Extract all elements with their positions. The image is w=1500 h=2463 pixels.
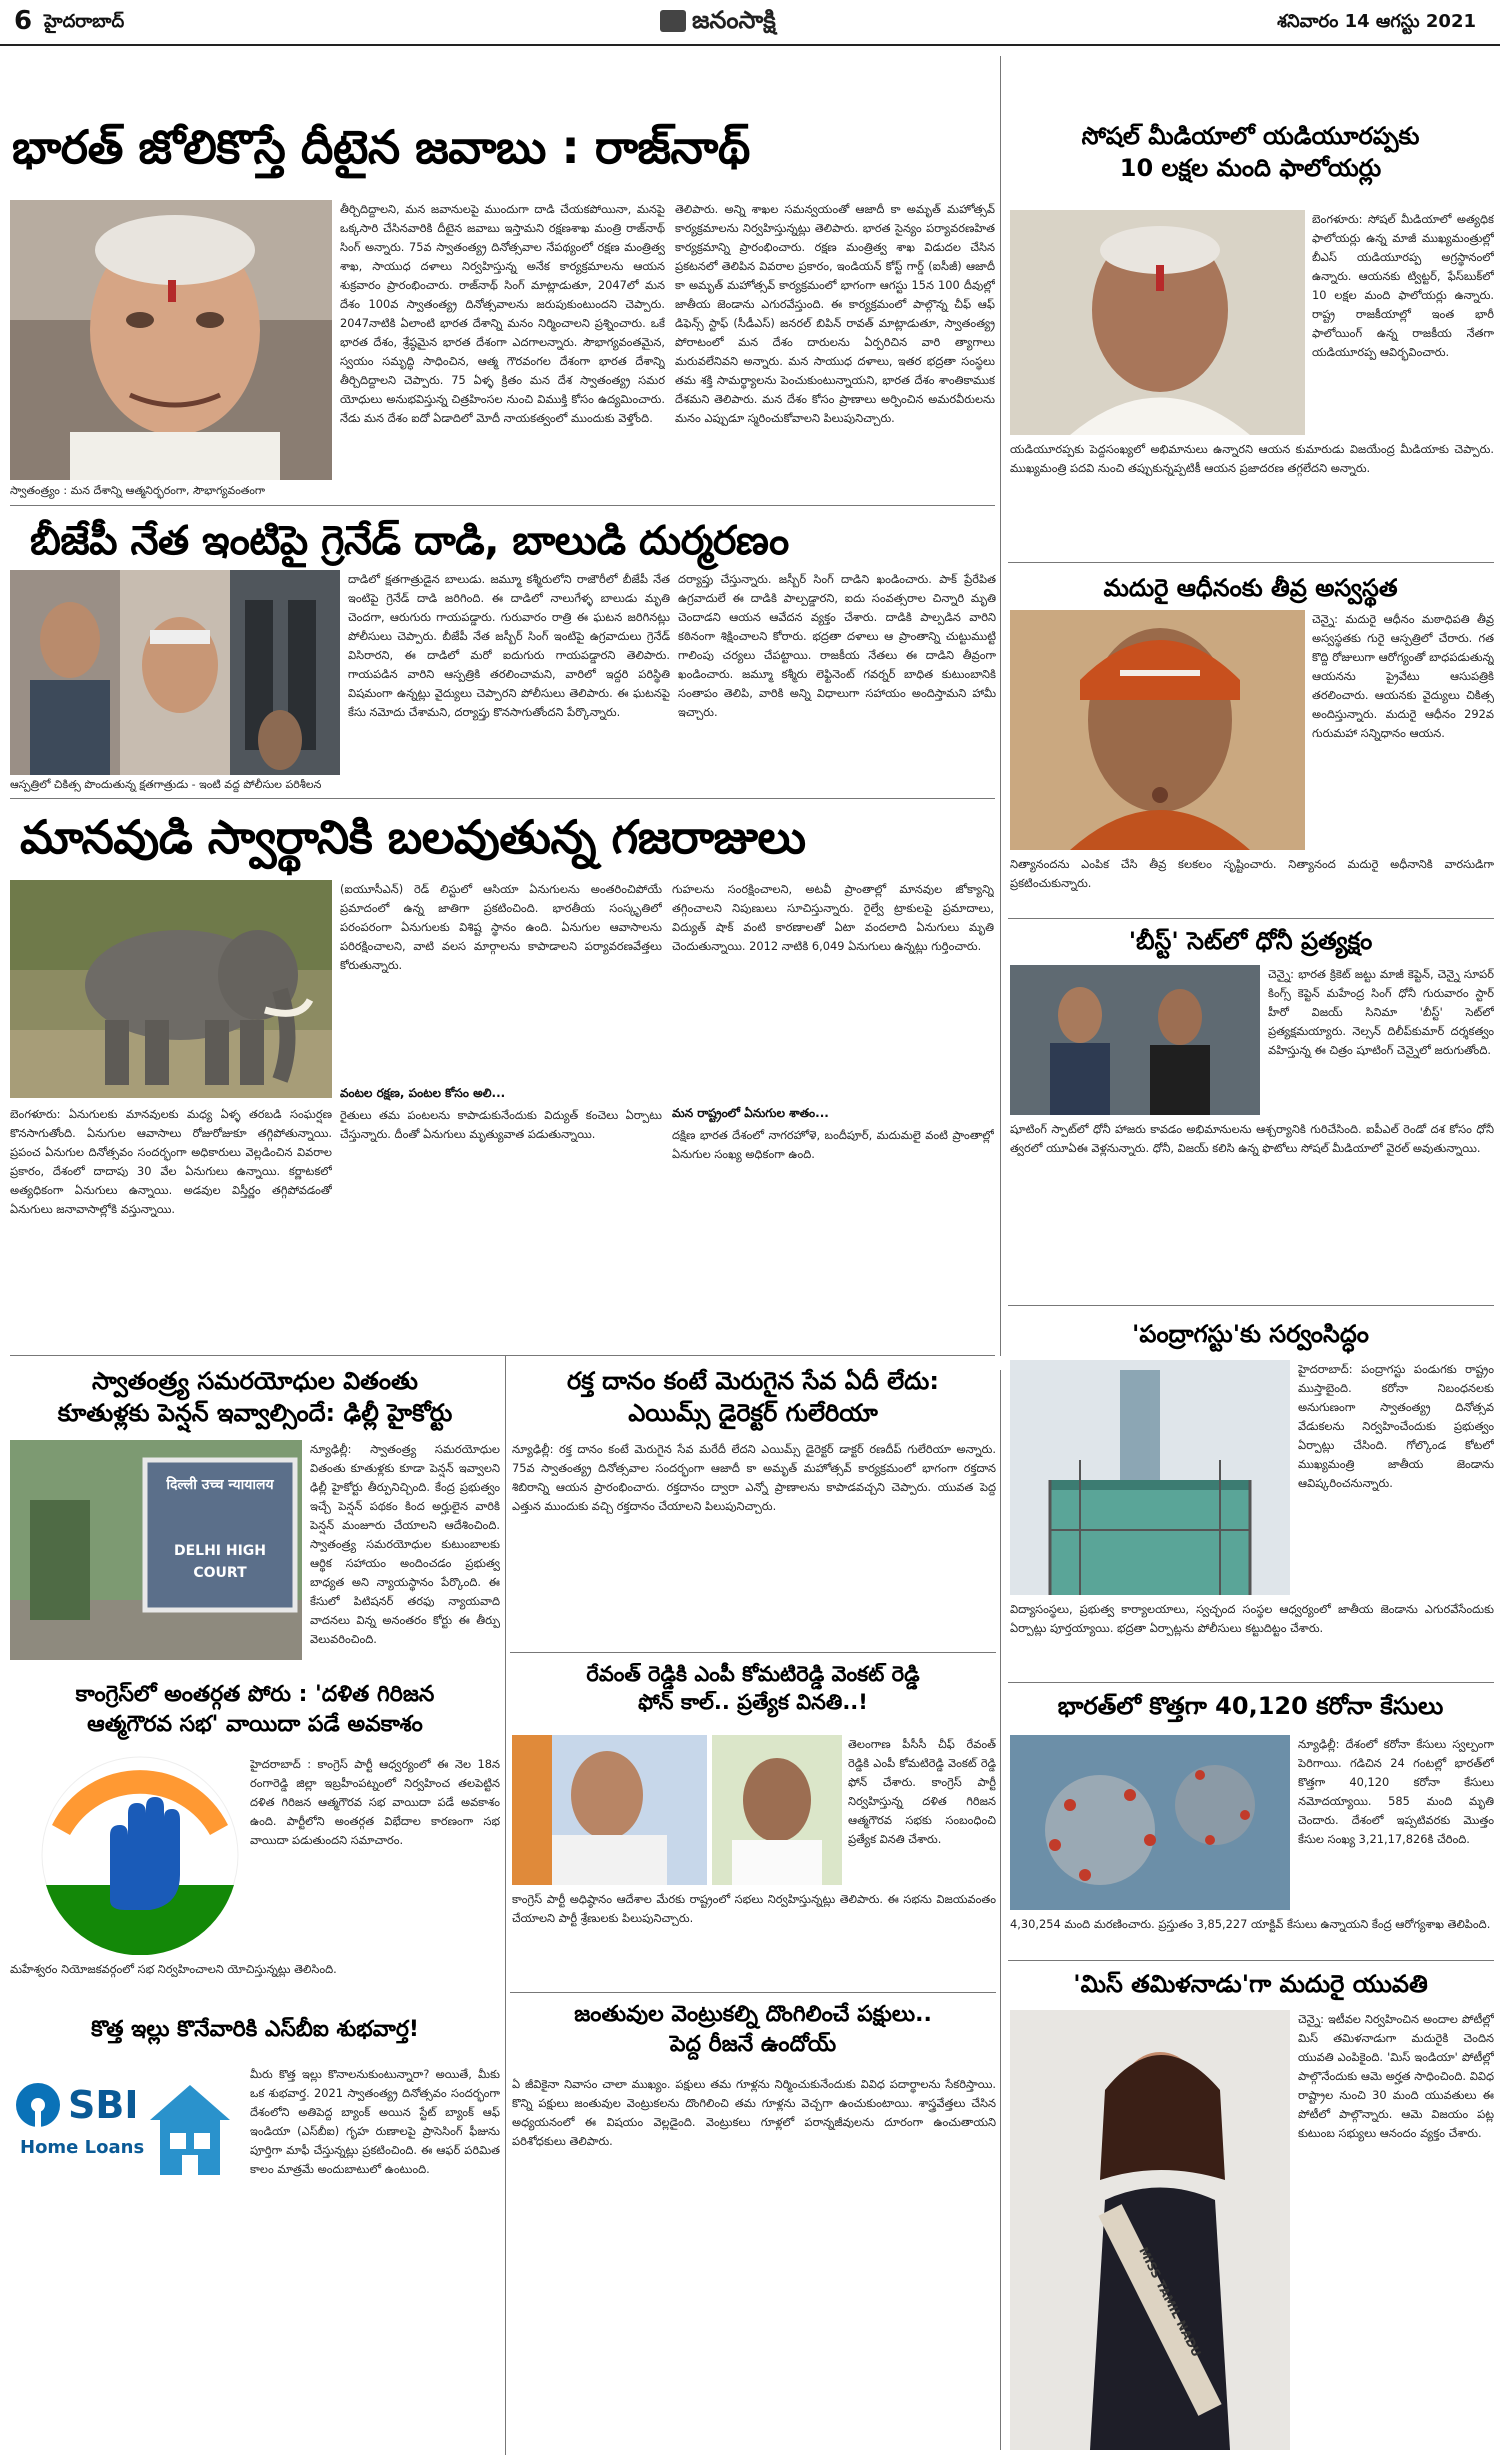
blood-headline-line2: ఎయిమ్స్ డైరెక్టర్ గులేరియా bbox=[628, 1399, 878, 1428]
column-divider bbox=[1000, 1370, 1001, 2450]
sbi-logo-text: SBI bbox=[68, 2083, 139, 2127]
birds-headline-line1: జంతువుల వెంట్రుకల్ని దొంగిలించే పక్షులు.. bbox=[574, 2002, 932, 2027]
rajnath-caption: స్వాతంత్ర్యం : మన దేశాన్ని ఆత్మనిర్భరంగా, సౌభాగ్యవంతంగా bbox=[10, 484, 266, 497]
rajnath-text-col2: తెలిపారు. అన్ని శాఖల సమన్వయంతో ఆజాదీ కా అమృత్ మహోత్సవ్ కార్యక్రమాలను నిర్వహిస్తున్నట్లు తెలిపారు. భారత సైన్యం పర్యావరణహిత కార్యక్రమాన్ని ప్రారంభించారు. రక్షణ మంత్రిత్వ శాఖ విడుదల చేసిన ప్రకటనలో తెలిపిన వివరాల ప్రకారం, ఇండియన్ కోస్ట్ గార్డ్ (ఐసీజీ) ఆజాదీ కా అమృత్ మహోత్సవ్ కార్యక్రమంలో భాగంగా ఆగస్టు 15న 100 దీవుల్లో జాతీయ జెండాను ఎగురవేస్తుంది. ఈ కార్యక్రమంలో పాల్గొన్న చీఫ్ ఆఫ్ డిఫెన్స్ స్టాఫ్ (సీడీఎస్) జనరల్ బిపిన్ రావత్ మాట్లాడుతూ, స్వాతంత్య్ర పోరాటంలో మన దేశం దారులను ఏర్పరిచిన వారి త్యాగాలు మరువలేనివని అన్నారు. మన సాయుధ దళాలు, ఇతర భద్రతా సంస్థలు తమ శక్తి సామర్థ్యాలను పెంచుకుంటున్నాయని, భారత దేశం శాంతికాముక దేశమని తెలిపారు. మన దేశం కోసం ప్రాణాలు అర్పించిన అమరవీరులను మనం ఎప్పుడూ స్మరించుకోవాలని పిలుపునిచ్చారు. bbox=[675, 202, 995, 425]
court-sign-english: DELHI HIGH COURT bbox=[173, 1543, 267, 1581]
revanth-text-bottom: కాంగ్రెస్ పార్టీ అధిష్ఠానం ఆదేశాల మేరకు రాష్ట్రంలో సభలు నిర్వహిస్తున్నట్లు తెలిపారు. ఈ సభను విజయవంతం చేయాలని పార్టీ శ్రేణులకు పిలుపునిచ్చారు. bbox=[512, 1892, 996, 1925]
dhoni-headline: 'బీస్ట్' సెట్‌లో ధోనీ ప్రత్యక్షం bbox=[1128, 927, 1373, 955]
sbi-text: మీరు కొత్త ఇల్లు కొనాలనుకుంటున్నారా? అయితే, మీకు ఒక శుభవార్త. 2021 స్వాతంత్య్ర దినోత్సవం సందర్భంగా దేశంలోని అతిపెద్ద బ్యాంక్ అయిన స్టేట్ బ్యాంక్ ఆఫ్ ఇండియా (ఎస్‌బీఐ) గృహ రుణాలపై ప్రాసెసింగ్ ఫీజును పూర్తిగా మాఫీ చేస్తున్నట్లు ప్రకటించింది. ఈ ఆఫర్ పరిమిత కాలం మాత్రమే అందుబాటులో ఉంటుంది. bbox=[250, 2067, 500, 2176]
masthead bbox=[0, 0, 1500, 46]
issue-date: శనివారం 14 ఆగస్టు 2021 bbox=[1277, 11, 1476, 32]
sbi-headline: కొత్త ఇల్లు కొనేవారికి ఎస్‌బీఐ శుభవార్త! bbox=[91, 2017, 419, 2042]
blood-headline-line1: రక్త దానం కంటే మెరుగైన సేవ ఏదీ లేదు: bbox=[567, 1367, 939, 1395]
sash-text: MISS TAMIL NADU bbox=[1136, 2244, 1204, 2360]
miss-tamil-nadu-photo bbox=[1010, 2010, 1290, 2450]
madurai-aadheenam-photo bbox=[1010, 610, 1305, 850]
yediyurappa-headline-line2: 10 లక్షల మంది ఫాలోయర్లు bbox=[1119, 154, 1382, 183]
dhoni-text-bottom: షూటింగ్ స్పాట్‌లో ధోనీ హాజరు కావడం అభిమానులను ఆశ్చర్యానికి గురిచేసింది. ఐపీఎల్ రెండో దశ కోసం ధోనీ త్వరలో యూఏఈ వెళ్లనున్నారు. ధోనీ, విజయ్ కలిసి ఉన్న ఫొటోలు సోషల్ మీడియాలో వైరల్ అవుతున్నాయి. bbox=[1010, 1122, 1494, 1155]
revanth-headline-line1: రేవంత్ రెడ్డికి ఎంపీ కోమటిరెడ్డి వెంకట్ రెడ్డి bbox=[586, 1662, 920, 1686]
sbi-logo-subtext: Home Loans bbox=[20, 2137, 145, 2158]
yediyurappa-text-bottom: యడియూరప్పకు పెద్దసంఖ్యలో అభిమానులు ఉన్నారని ఆయన కుమారుడు విజయేంద్ర మీడియాకు చెప్పారు. ముఖ్యమంత్రి పదవి నుంచి తప్పుకున్నప్పటికీ ఆయన ప్రజాదరణ తగ్గలేదని అన్నారు. bbox=[1010, 442, 1494, 475]
miss-tn-text: చెన్నై: ఇటీవల నిర్వహించిన అందాల పోటీల్లో మిస్ తమిళనాడుగా మదురైకి చెందిన యువతి ఎంపికైంది. 'మిస్ ఇండియా' పోటీల్లో పాల్గొనేందుకు ఆమె అర్హత సాధించింది. వివిధ రాష్ట్రాల నుంచి 30 మంది యువతులు ఈ పోటీలో పాల్గొన్నారు. ఆమె విజయం పట్ల కుటుంబ సభ్యులు ఆనందం వ్యక్తం చేశారు. bbox=[1298, 2012, 1494, 2140]
rajnath-photo bbox=[10, 200, 332, 480]
elephant-photo bbox=[10, 880, 332, 1098]
grenade-caption: ఆస్పత్రిలో చికిత్స పొందుతున్న క్షతగాత్రుడు - ఇంటి వద్ద పోలీసుల పరిశీలన bbox=[10, 778, 322, 791]
revanth-text-side: తెలంగాణ పీసీసీ చీఫ్ రేవంత్ రెడ్డికి ఎంపీ కోమటిరెడ్డి వెంకట్ రెడ్డి ఫోన్ చేశారు. కాంగ్రెస్ పార్టీ నిర్వహిస్తున్న దళిత గిరిజన ఆత్మగౌరవ సభకు సంబంధించి ప్రత్యేక వినతి చేశారు. bbox=[848, 1737, 996, 1846]
column-divider bbox=[505, 1355, 506, 2455]
congress-headline-line1: కాంగ్రెస్‌లో అంతర్గత పోరు : 'దళిత గిరిజన bbox=[75, 1682, 435, 1707]
grenade-text-col1: దాడిలో క్షతగాత్రుడైన బాలుడు. జమ్మూ కశ్మీరులోని రాజౌరీలో బీజేపీ నేత ఇంటిపై గ్రెనేడ్ దాడి జరిగింది. ఈ దాడిలో నాలుగేళ్ళ బాలుడు మృతి చెందగా, ఆరుగురు గాయపడ్డారు. గురువారం రాత్రి ఈ ఘటన జరిగినట్లు పోలీసులు చెప్పారు. బీజేపీ నేత జస్బీర్ సింగ్ ఇంటిపై ఉగ్రవాదులు గ్రెనేడ్ విసిరారని, ఈ దాడిలో మరో ఐదుగురు గాయపడ్డారని తెలిపారు. గాయపడిన వారిని ఆస్పత్రికి తరలించామని, వారిలో ఇద్దరి పరిస్థితి విషమంగా ఉన్నట్లు వైద్యులు చెప్పారని పోలీసులు తెలిపారు. ఈ ఘటనపై కేసు నమోదు చేశామని, దర్యాప్తు కొనసాగుతోందని పేర్కొన్నారు. bbox=[348, 572, 670, 719]
court-sign-hindi: दिल्ली उच्च न्यायालय bbox=[166, 1477, 274, 1493]
grenade-headline: బీజేపీ నేత ఇంటిపై గ్రెనేడ్ దాడి, బాలుడి దుర్మరణం bbox=[30, 518, 789, 564]
independence-headline: 'పంద్రాగస్టు'కు సర్వంసిద్ధం bbox=[1132, 1320, 1369, 1348]
city-label: హైదరాబాద్ bbox=[44, 11, 125, 32]
paper-name: జనంసాక్షి bbox=[692, 6, 776, 34]
revanth-photo bbox=[512, 1735, 707, 1885]
elephants-subhead-2: మన రాష్ట్రంలో ఏనుగుల శాతం... bbox=[672, 1106, 829, 1120]
blood-headline bbox=[510, 1365, 996, 1430]
congress-hand-logo bbox=[40, 1755, 240, 1955]
madurai-text: చెన్నై: మదురై ఆధీనం మఠాధిపతి తీవ్ర అస్వస్థతకు గురై ఆస్పత్రిలో చేరారు. గత కొద్ది రోజులుగా ఆరోగ్యంతో బాధపడుతున్న ఆయనను ప్రైవేటు ఆసుపత్రికి తరలించారు. ఆయనకు వైద్యులు చికిత్స అందిస్తున్నారు. మదురై ఆధీనం 292వ గురుమహా సన్నిధానం ఆయన. bbox=[1312, 612, 1494, 740]
logo-icon bbox=[660, 10, 686, 32]
corona-text: న్యూఢిల్లీ: దేశంలో కరోనా కేసులు స్వల్పంగా పెరిగాయి. గడిచిన 24 గంటల్లో భారత్‌లో కొత్తగా 40,120 కరోనా కేసులు నమోదయ్యాయి. 585 మంది మృతి చెందారు. దేశంలో ఇప్పటివరకు మొత్తం కేసుల సంఖ్య 3,21,17,826కి చేరింది. bbox=[1298, 1737, 1494, 1846]
yediyurappa-headline-line1: సోషల్ మీడియాలో యడియూరప్పకు bbox=[1081, 122, 1420, 150]
congress-text: హైదరాబాద్ : కాంగ్రెస్ పార్టీ ఆధ్వర్యంలో ఈ నెల 18న రంగారెడ్డి జిల్లా ఇబ్రహీంపట్నంలో నిర్వహించ తలపెట్టిన దళిత గిరిజన ఆత్మగౌరవ సభ వాయిదా పడే అవకాశం ఉంది. పార్టీలోని అంతర్గత విభేదాల కారణంగా సభ వాయిదా పడుతుందని సమాచారం. bbox=[250, 1757, 500, 1847]
birds-headline bbox=[510, 2000, 996, 2059]
congress-headline-line2: ఆత్మగౌరవ సభ' వాయిదా పడే అవకాశం bbox=[87, 1711, 423, 1737]
revanth-headline bbox=[510, 1660, 996, 1717]
madurai-text-bottom: నిత్యానందను ఎంపిక చేసి తీవ్ర కలకలం సృష్టించారు. నిత్యానంద మదురై అధీనానికి వారసుడిగా ప్రకటించుకున్నారు. bbox=[1010, 857, 1494, 890]
elephants-text-col3: గుహలను సంరక్షించాలని, అటవీ ప్రాంతాల్లో మానవుల జోక్యాన్ని తగ్గించాలని నిపుణులు సూచిస్తున్నారు. రైల్వే ట్రాకులపై ప్రమాదాలు, విద్యుత్ షాక్ వంటి కారణాలతో ఏటా వందలాది ఏనుగులు మృతి చెందుతున్నాయి. 2012 నాటికి 6,049 ఏనుగులు ఉన్నట్లు గుర్తించారు. bbox=[672, 882, 994, 953]
komatireddy-photo bbox=[712, 1735, 842, 1885]
congress-text-bottom: మహేశ్వరం నియోజకవర్గంలో సభ నిర్వహించాలని యోచిస్తున్నట్లు తెలిసింది. bbox=[10, 1962, 337, 1976]
birds-text: ఏ జీవికైనా నివాసం చాలా ముఖ్యం. పక్షులు తమ గూళ్లను నిర్మించుకునేందుకు వివిధ పదార్థాలను సేకరిస్తాయి. కొన్ని పక్షులు జంతువుల వెంట్రుకలను దొంగిలించి తమ గూళ్లను వెచ్చగా ఉంచుకుంటాయి. శాస్త్రవేత్తలు చేసిన అధ్యయనంలో ఈ విషయం వెల్లడైంది. వెంట్రుకలు గూళ్లలో పరాన్నజీవులను దూరంగా ఉంచుతాయని పరిశోధకులు తెలిపారు. bbox=[512, 2077, 996, 2148]
pension-headline-line2: కూతుళ్లకు పెన్షన్ ఇవ్వాల్సిందే: ఢిల్లీ హైకోర్టు bbox=[57, 1399, 453, 1428]
rajnath-headline: భారత్ జోలికొస్తే దీటైన జవాబు : రాజ్‌నాథ్ bbox=[12, 120, 750, 174]
elephants-text-col3b: దక్షిణ భారత దేశంలో నాగరహోళె, బందీపూర్, మదుమలై వంటి ప్రాంతాల్లో ఏనుగుల సంఖ్య అధికంగా ఉంది. bbox=[672, 1128, 994, 1161]
independence-text-bottom: విద్యాసంస్థలు, ప్రభుత్వ కార్యాలయాలు, స్వచ్ఛంద సంస్థల ఆధ్వర్యంలో జాతీయ జెండాను ఎగురవేసేందుకు ఏర్పాట్లు పూర్తయ్యాయి. భద్రతా ఏర్పాట్లను పోలీసులు కట్టుదిట్టం చేశారు. bbox=[1010, 1602, 1494, 1635]
elephants-text-col2b: రైతులు తమ పంటలను కాపాడుకునేందుకు విద్యుత్ కంచెలు ఏర్పాటు చేస్తున్నారు. దీంతో ఏనుగులు మృత్యువాత పడుతున్నాయి. bbox=[340, 1108, 662, 1141]
sbi-home-loans-logo bbox=[10, 2065, 240, 2195]
paper-logo bbox=[660, 6, 776, 40]
virus-illustration bbox=[1010, 1735, 1290, 1910]
pension-text: న్యూఢిల్లీ: స్వాతంత్ర్య సమరయోధుల వితంతు కూతుళ్లకు కూడా పెన్షన్ ఇవ్వాలని ఢిల్లీ హైకోర్టు తీర్పునిచ్చింది. కేంద్ర ప్రభుత్వం ఇచ్చే పెన్షన్ పథకం కింద అర్హులైన వారికి పెన్షన్ మంజూరు చేయాలని ఆదేశించింది. స్వాతంత్ర్య సమరయోధుల కుటుంబాలకు ఆర్థిక సహాయం అందించడం ప్రభుత్వ బాధ్యత అని న్యాయస్థానం పేర్కొంది. ఈ కేసులో పిటిషనర్ తరఫు న్యాయవాది వాదనలు విన్న అనంతరం కోర్టు ఈ తీర్పు వెలువరించింది. bbox=[310, 1442, 500, 1646]
congress-headline bbox=[10, 1680, 500, 1739]
elephants-text-col2: (ఐయూసీఎన్) రెడ్ లిస్టులో ఆసియా ఏనుగులను అంతరించిపోయే ప్రమాదంలో ఉన్న జాతిగా ప్రకటించింది. భారతీయ సంస్కృతిలో పరంపరంగా ఏనుగులకు విశిష్ట స్థానం ఉంది. ఏనుగుల ఆవాసాలను పరిరక్షించాలని, వాటి వలస మార్గాలను కాపాడాలని పర్యావరణవేత్తలు కోరుతున్నారు. bbox=[340, 882, 662, 972]
birds-headline-line2: పెద్ద రీజనే ఉందోయ్ bbox=[669, 2031, 837, 2057]
pension-headline-line1: స్వాతంత్ర్య సమరయోధుల వితంతు bbox=[92, 1367, 418, 1395]
yediyurappa-text: బెంగళూరు: సోషల్ మీడియాలో అత్యధిక ఫాలోయర్లు ఉన్న మాజీ ముఖ్యమంత్రుల్లో బీఎస్ యడియూరప్ప అగ్రస్థానంలో ఉన్నారు. ఆయనకు ట్విట్టర్, ఫేస్‌బుక్‌లో 10 లక్షల మంది ఫాలోయర్లు ఉన్నారు. రాష్ట్ర రాజకీయాల్లో ఇంత భారీ ఫాలోయింగ్ ఉన్న రాజకీయ నేతగా యడియూరప్ప ఆవిర్భవించారు. bbox=[1312, 212, 1494, 359]
revanth-headline-line2: ఫోన్ కాల్.. ప్రత్యేక వినతి..! bbox=[638, 1690, 868, 1715]
yediyurappa-headline bbox=[1008, 120, 1493, 185]
pension-headline bbox=[10, 1365, 500, 1430]
miss-tn-headline: 'మిస్ తమిళనాడు'గా మదురై యువతి bbox=[1073, 1970, 1428, 1998]
corona-text-bottom: 4,30,254 మంది మరణించారు. ప్రస్తుతం 3,85,227 యాక్టివ్ కేసులు ఉన్నాయని కేంద్ర ఆరోగ్యశాఖ తెలిపింది. bbox=[1010, 1917, 1491, 1931]
column-divider bbox=[1000, 56, 1001, 1356]
page-number: 6 bbox=[14, 6, 33, 36]
independence-text: హైదరాబాద్: పంద్రాగస్టు పండుగకు రాష్ట్రం ముస్తాబైంది. కరోనా నిబంధనలకు అనుగుణంగా స్వాతంత్య్ర దినోత్సవ వేడుకలను నిర్వహించేందుకు ప్రభుత్వం ఏర్పాట్లు చేసింది. గోల్కొండ కోటలో ముఖ్యమంత్రి జాతీయ జెండాను ఆవిష్కరించనున్నారు. bbox=[1298, 1362, 1494, 1490]
elephants-text-col1: బెంగళూరు: ఏనుగులకు మానవులకు మధ్య ఏళ్ళ తరబడి సంఘర్షణ కొనసాగుతోంది. ఏనుగుల ఆవాసాలు రోజురోజుకూ తగ్గిపోతున్నాయి. ప్రపంచ ఏనుగుల దినోత్సవం సందర్భంగా అధికారులు వెల్లడించిన వివరాల ప్రకారం, దేశంలో దాదాపు 30 వేల ఏనుగులు ఉన్నాయి. కర్ణాటకలో అత్యధికంగా ఏనుగులు ఉన్నాయి. అడవుల విస్తీర్ణం తగ్గిపోవడంతో ఏనుగులు జనావాసాల్లోకి వస్తున్నాయి. bbox=[10, 1107, 332, 1216]
high-court-photo bbox=[10, 1440, 302, 1660]
madurai-headline: మదురై ఆధీనంకు తీవ్ర అస్వస్థత bbox=[1103, 574, 1398, 602]
corona-headline: భారత్‌లో కొత్తగా 40,120 కరోనా కేసులు bbox=[1057, 1692, 1444, 1720]
rajnath-text-col1: తీర్చిదిద్దాలని, మన జవానులపై ముందుగా దాడి చేయకపోయినా, మనపై ఒక్కసారి చేసినవారికి దీటైన జవాబు ఇస్తామని రక్షణశాఖ మంత్రి రాజ్‌నాథ్ సింగ్ అన్నారు. 75వ స్వాతంత్య్ర దినోత్సవాల నేపథ్యంలో రక్షణ మంత్రిత్వ శాఖ, సాయుధ దళాలు నిర్వహిస్తున్న అనేక కార్యక్రమాలను ఆయన శుక్రవారం ప్రారంభించారు. రాజ్‌నాథ్ సింగ్ మాట్లాడుతూ, 2047లో మన దేశం 100వ స్వాతంత్య్ర దినోత్సవాలను జరుపుకుంటుందని చెప్పారు. 2047నాటికి ఏలాంటి భారత దేశాన్ని మనం నిర్మించాలని ప్రశ్నించారు. ఒకే భారత దేశం, శ్రేష్ఠమైన భారత దేశంగా ఎదగాలన్నారు. సౌభాగ్యవంతమైన, స్వయం సమృద్ధి సాధించిన, ఆత్మ గౌరవంగల దేశంగా భారత దేశాన్ని తీర్చిదిద్దాలని చెప్పారు. 75 ఏళ్ళ క్రితం మన దేశ స్వాతంత్య్ర సమర యోధులు అనుభవిస్తున్న చిత్రహింసల నుంచి విముక్తి కోసం ఉద్యమించారు. నేడు మన దేశం ఐదో ఏడాదిలో మోదీ నాయకత్వంలో ముందుకు వెళ్తోంది. bbox=[340, 202, 665, 425]
dhoni-text: చెన్నై: భారత క్రికెట్ జట్టు మాజీ కెప్టెన్, చెన్నై సూపర్ కింగ్స్ కెప్టెన్ మహేంద్ర సింగ్ ధోనీ గురువారం స్టార్ హీరో విజయ్ సినిమా 'బీస్ట్' సెట్‌లో ప్రత్యక్షమయ్యారు. నెల్సన్ దిలీప్‌కుమార్ దర్శకత్వం వహిస్తున్న ఈ చిత్రం షూటింగ్ చెన్నైలో జరుగుతోంది. bbox=[1268, 967, 1494, 1057]
independence-prep-photo bbox=[1010, 1360, 1290, 1595]
grenade-photo bbox=[10, 570, 340, 775]
elephants-headline: మానవుడి స్వార్థానికి బలవుతున్న గజరాజులు bbox=[20, 810, 806, 864]
grenade-text-col2: దర్యాప్తు చేస్తున్నారు. జస్బీర్ సింగ్ దాడిని ఖండించారు. పాక్ ప్రేరేపిత ఉగ్రవాదులే ఈ దాడికి పాల్పడ్డారని, ఐదు సంవత్సరాల చిన్నారి మృతి చెందాడని ఆయన ఆవేదన వ్యక్తం చేశారు. దాడికి పాల్పడిన వారిని కఠినంగా శిక్షించాలని కోరారు. భద్రతా దళాలు ఆ ప్రాంతాన్ని చుట్టుముట్టి గాలింపు చర్యలు చేపట్టాయి. రాజకీయ నేతలు ఈ దాడిని తీవ్రంగా ఖండించారు. జమ్మూ కశ్మీరు లెఫ్టినెంట్ గవర్నర్ బాధిత కుటుంబానికి సంతాపం తెలిపి, వారికి అన్ని విధాలుగా సహాయం అందిస్తామని హామీ ఇచ్చారు. bbox=[678, 572, 996, 719]
dhoni-vijay-photo bbox=[1010, 965, 1260, 1115]
blood-text: న్యూఢిల్లీ: రక్త దానం కంటే మెరుగైన సేవ మరేదీ లేదని ఎయిమ్స్ డైరెక్టర్ డాక్టర్ రణదీప్ గులేరియా అన్నారు. 75వ స్వాతంత్య్ర దినోత్సవాల సందర్భంగా ఆజాదీ కా అమృత్ మహోత్సవ్ కార్యక్రమంలో భాగంగా రక్తదాన శిబిరాన్ని ఆయన ప్రారంభించారు. రక్తదానం ద్వారా ఎన్నో ప్రాణాలను కాపాడవచ్చని చెప్పారు. యువత పెద్ద ఎత్తున ముందుకు వచ్చి రక్తదానం చేయాలని పిలుపునిచ్చారు. bbox=[512, 1442, 996, 1513]
elephants-subhead-1: వంటల రక్షణ, పంటల కోసం అలి... bbox=[340, 1086, 506, 1100]
yediyurappa-photo bbox=[1010, 210, 1305, 435]
